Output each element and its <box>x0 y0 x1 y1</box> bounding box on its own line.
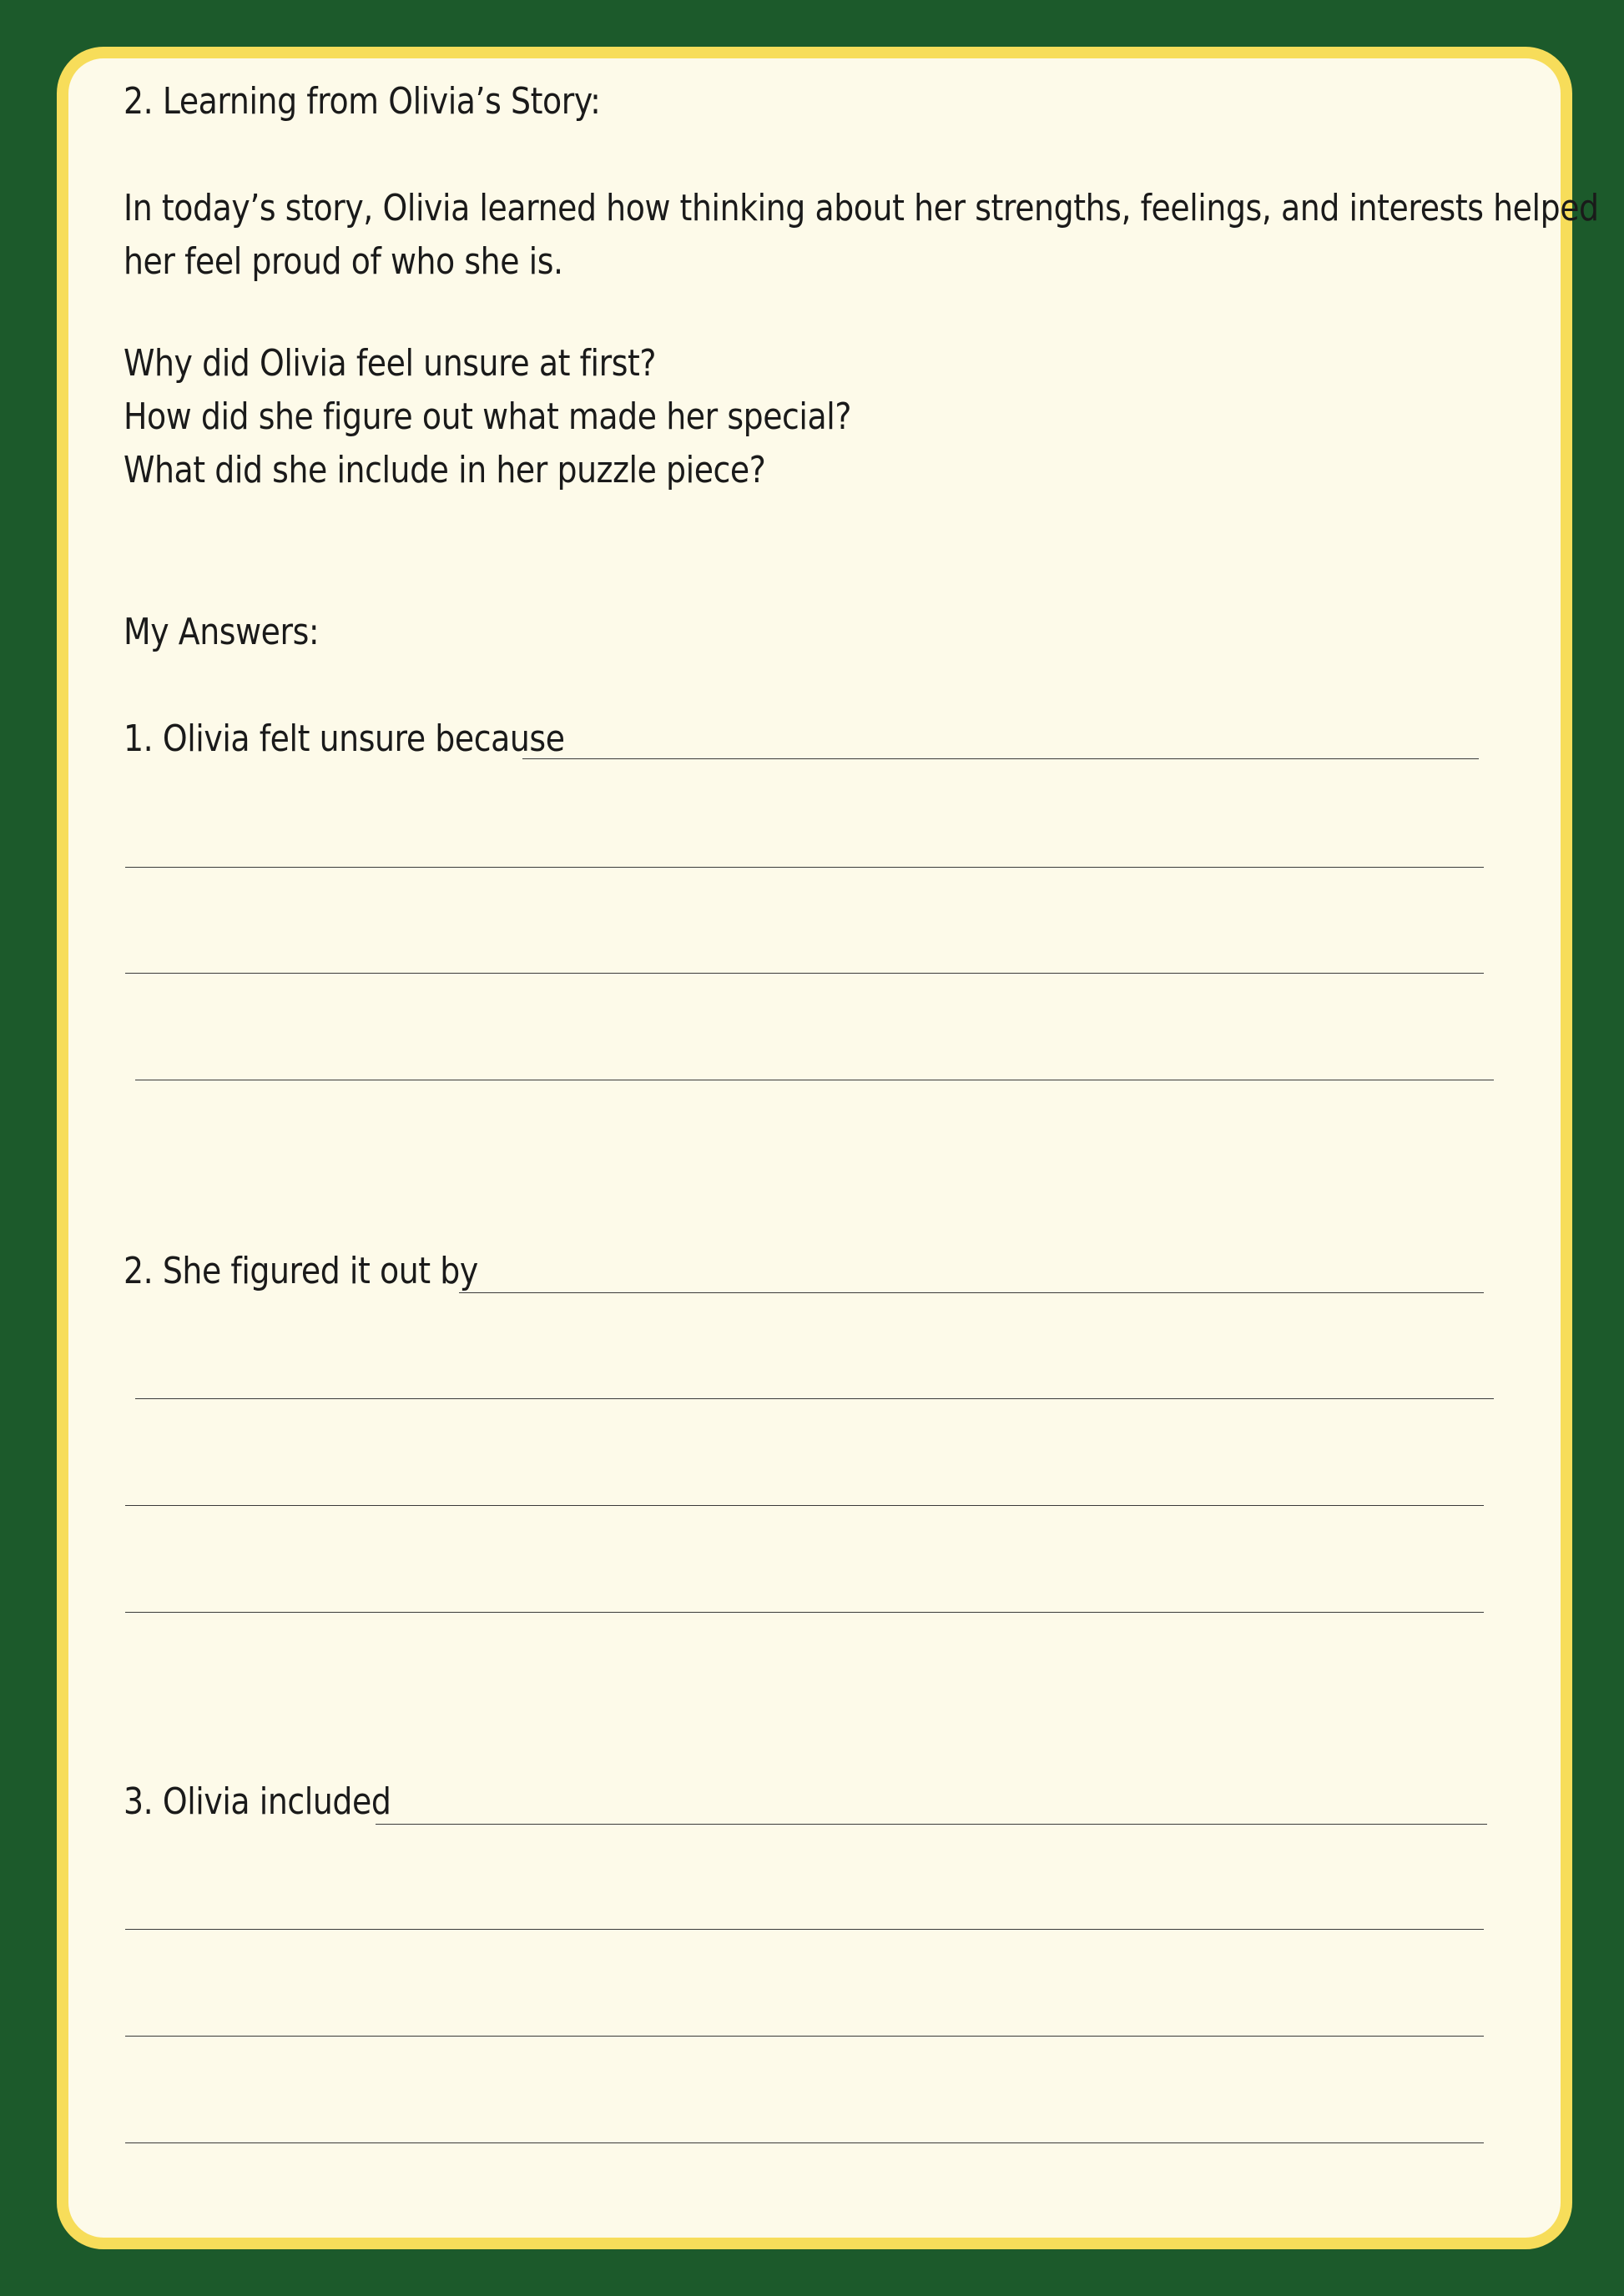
answer-1-line-1[interactable] <box>522 758 1479 759</box>
answer-1-line-3[interactable] <box>125 973 1484 974</box>
answer-2-line-4[interactable] <box>125 1612 1484 1613</box>
answer-prompt-1: 1. Olivia felt unsure because <box>124 718 565 760</box>
answer-3-line-3[interactable] <box>125 2036 1484 2037</box>
answer-1-line-2[interactable] <box>125 867 1484 868</box>
answer-3-line-2[interactable] <box>125 1929 1484 1930</box>
intro-line-2: her feel proud of who she is. <box>124 240 563 283</box>
section-title: 2. Learning from Olivia’s Story: <box>124 80 601 123</box>
answer-2-line-3[interactable] <box>125 1505 1484 1506</box>
answer-2-line-1[interactable] <box>459 1292 1484 1293</box>
answers-heading: My Answers: <box>124 611 320 653</box>
intro-line-1: In today’s story, Olivia learned how thinking about her strengths, feelings, and interests helped <box>124 187 1599 229</box>
answer-2-line-2[interactable] <box>135 1398 1494 1399</box>
question-2: How did she figure out what made her special? <box>124 395 852 438</box>
answer-3-line-1[interactable] <box>376 1824 1487 1825</box>
question-1: Why did Olivia feel unsure at first? <box>124 342 657 385</box>
answer-prompt-2: 2. She figured it out by <box>124 1250 478 1292</box>
answer-prompt-3: 3. Olivia included <box>124 1780 391 1823</box>
answer-3-line-4[interactable] <box>125 2142 1484 2143</box>
question-3: What did she include in her puzzle piece? <box>124 449 766 491</box>
